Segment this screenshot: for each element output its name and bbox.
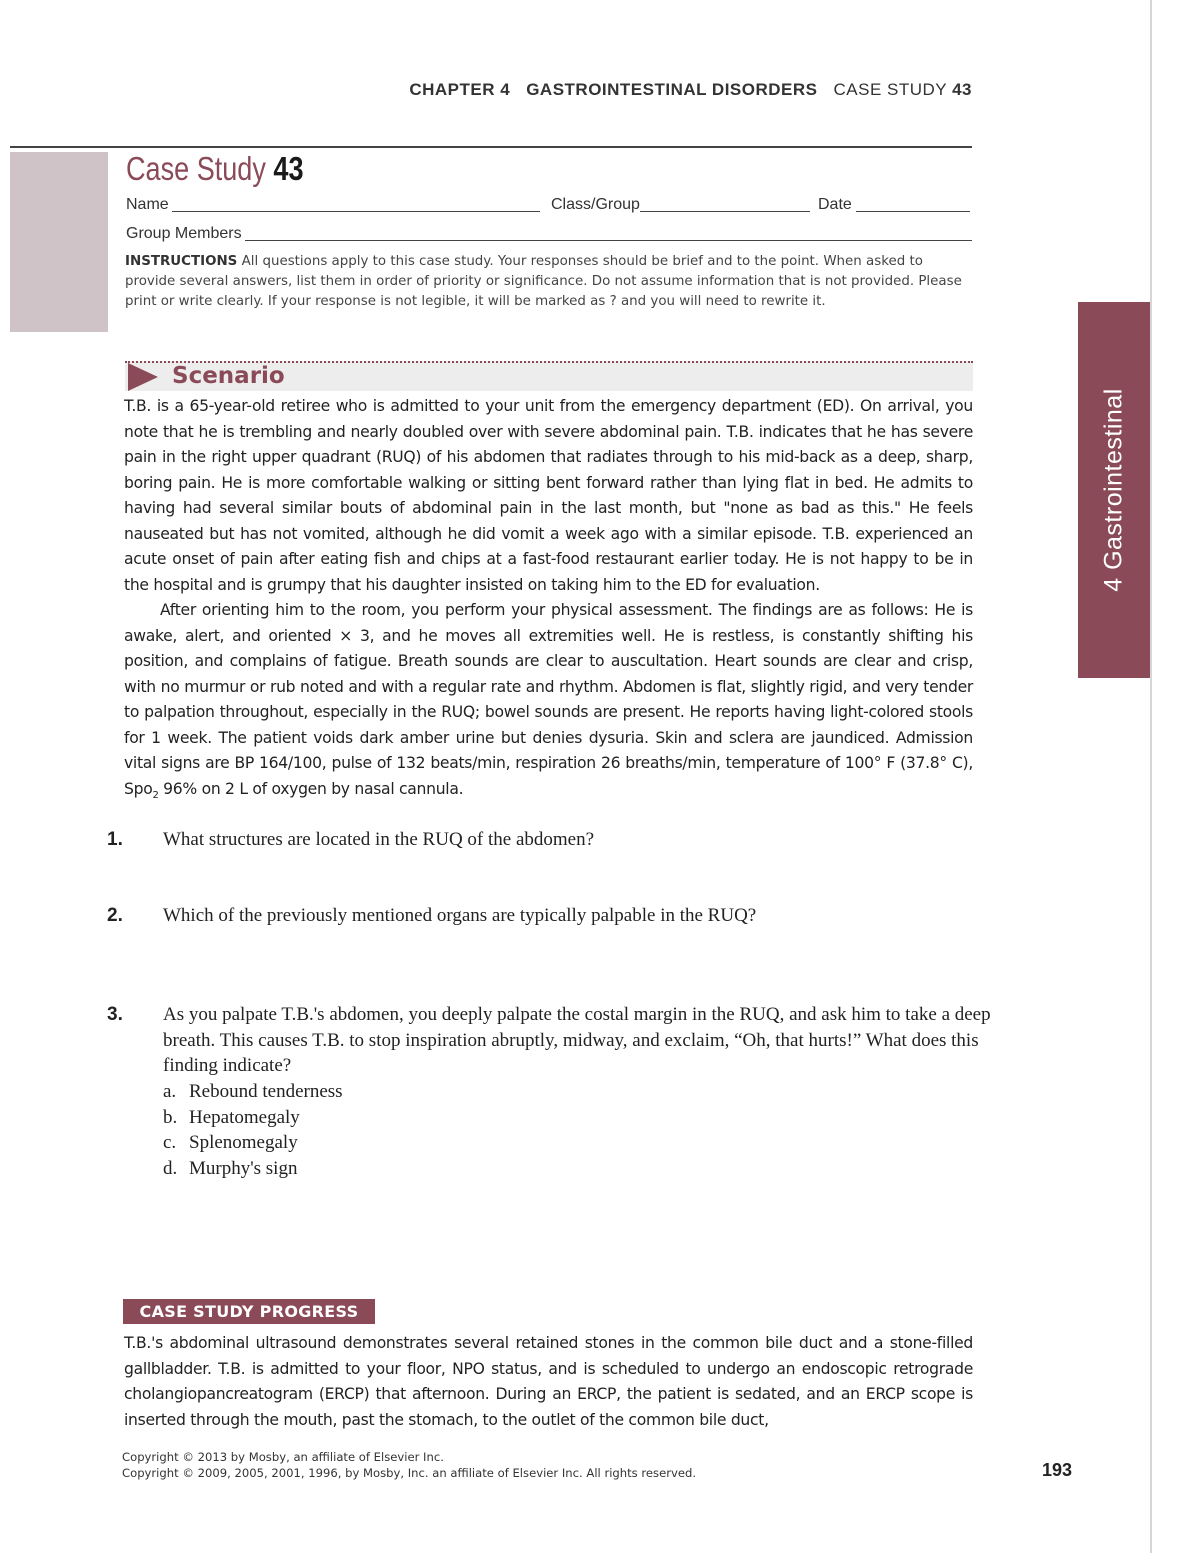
section-label: GASTROINTESTINAL DISORDERS bbox=[526, 80, 818, 99]
question-1 bbox=[107, 827, 1003, 853]
case-label: CASE STUDY bbox=[833, 80, 947, 99]
option-letter: b. bbox=[163, 1106, 178, 1128]
group-members-label: Group Members bbox=[126, 225, 242, 242]
date-label: Date bbox=[818, 196, 852, 213]
case-number: 43 bbox=[952, 80, 972, 99]
option-text: Rebound tenderness bbox=[189, 1081, 343, 1102]
option-d[interactable] bbox=[163, 1156, 343, 1182]
question-text: As you palpate T.B.'s abdomen, you deeply palpate the costal margin in the RUQ, and ask him to take a deep breath. This causes T.B. to stop inspiration abruptly, midway, and exclaim, “Oh, that hurts!” What does this finding indicate? bbox=[163, 1004, 991, 1076]
option-a[interactable] bbox=[163, 1079, 343, 1105]
question-number: 1. bbox=[107, 829, 123, 850]
page-number: 193 bbox=[1041, 1460, 1072, 1480]
option-letter: c. bbox=[163, 1132, 177, 1153]
scenario-heading: Scenario bbox=[172, 363, 285, 389]
option-letter: a. bbox=[163, 1081, 177, 1102]
instructions-text: All questions apply to this case study. Your responses should be brief and to the point. When asked to provide several answers, list them in order of priority or significance. Do not assume information that is not provided. Please print or write clearly. If your response is not legible, it will be marked as ? and you will need to rewrite it. bbox=[125, 254, 962, 309]
option-c[interactable] bbox=[163, 1130, 343, 1156]
copyright-line-2: Copyright © 2009, 2005, 2001, 1996, by Mosby, Inc. an affiliate of Elsevier Inc. All rights reserved. bbox=[122, 1466, 697, 1480]
page-title bbox=[126, 150, 304, 188]
question-text: Which of the previously mentioned organs are typically palpable in the RUQ? bbox=[163, 905, 757, 926]
case-study-progress-banner: CASE STUDY PROGRESS bbox=[123, 1299, 375, 1324]
chapter-thumb-tab bbox=[1078, 302, 1150, 678]
option-letter: d. bbox=[163, 1157, 178, 1179]
progress-paragraph: T.B.'s abdominal ultrasound demonstrates several retained stones in the common bile duct and a stone-filled gallbladder. T.B. is admitted to your floor, NPO status, and is scheduled to undergo an endoscopic retrograde cholangiopancreatogram (ERCP) that afternoon. During an ERCP, the patient is sedated, and an ERCP scope is inserted through the mouth, past the stomach, to the outlet of the common bile duct, bbox=[124, 1334, 973, 1429]
date-field[interactable] bbox=[856, 211, 970, 212]
question-3 bbox=[107, 1002, 1003, 1079]
group-members-field[interactable] bbox=[245, 240, 972, 241]
name-label: Name bbox=[126, 196, 169, 213]
question-number: 3. bbox=[107, 1004, 123, 1025]
thumb-tab-text: 4 Gastrointestinal bbox=[1099, 388, 1128, 592]
spo2-subscript: 2 bbox=[152, 789, 159, 801]
question-2 bbox=[107, 903, 1003, 929]
title-number: 43 bbox=[273, 150, 304, 187]
option-text: Murphy's sign bbox=[189, 1157, 298, 1179]
running-head bbox=[0, 80, 972, 100]
header-rule bbox=[10, 146, 972, 148]
option-text: Hepatomegaly bbox=[189, 1106, 300, 1128]
page-edge bbox=[1150, 0, 1152, 1553]
class-group-label: Class/Group bbox=[551, 196, 640, 213]
instructions-lead: INSTRUCTIONS bbox=[125, 254, 238, 269]
title-prefix: Case Study bbox=[126, 150, 266, 187]
instructions bbox=[125, 252, 973, 312]
arrow-right-icon bbox=[128, 363, 158, 391]
chapter-label: CHAPTER 4 bbox=[409, 80, 511, 99]
question-3-options bbox=[163, 1079, 343, 1181]
scenario-paragraph-1: T.B. is a 65-year-old retiree who is admitted to your unit from the emergency department (ED). On arrival, you note that he is trembling and nearly doubled over with severe abdominal pain. T.B. indicates that he has severe pain in the right upper quadrant (RUQ) of his abdomen that radiates through to his mid-back as a deep, sharp, boring pain. He is more comfortable walking or sitting bent forward rather than lying flat in bed. He admits to having had several similar bouts of abdominal pain in the last month, but "none as bad as this." He feels nauseated but has not vomited, although he did vomit a week ago with a similar episode. T.B. experienced an acute onset of pain after eating fish and chips at a fast-food restaurant earlier today. He is not happy to be in the hospital and is grumpy that his daughter insisted on taking him to the ED for evaluation. bbox=[124, 397, 973, 594]
class-group-field[interactable] bbox=[640, 211, 810, 212]
name-field[interactable] bbox=[172, 211, 540, 212]
option-b[interactable] bbox=[163, 1105, 343, 1131]
scenario-paragraph-2 bbox=[124, 598, 973, 808]
question-text: What structures are located in the RUQ of the abdomen? bbox=[163, 829, 595, 850]
question-number: 2. bbox=[107, 905, 123, 926]
scenario-paragraph-2-text: After orienting him to the room, you perform your physical assessment. The findings are as follows: He is awake, alert, and oriented × 3, and he moves all extremities well. He is restless, is constantly shifting his position, and complains of fatigue. Breath sounds are clear to auscultation. Heart sounds are clear and crisp, with no murmur or rub noted and with a regular rate and rhythm. Abdomen is flat, slightly rigid, and very tender to palpation throughout, especially in the RUQ; bowel sounds are present. He reports having light-colored stools for 1 week. The patient voids dark amber urine but denies dysuria. Skin and sclera are jaundiced. Admission vital signs are BP 164/100, pulse of 132 beats/min, respiration 26 breaths/min, temperature of 100° F (37.8° C), Spo bbox=[124, 601, 973, 798]
copyright-line-1: Copyright © 2013 by Mosby, an affiliate of Elsevier Inc. bbox=[122, 1450, 444, 1464]
option-text: Splenomegaly bbox=[189, 1132, 298, 1153]
scenario-paragraph-2-end: 96% on 2 L of oxygen by nasal cannula. bbox=[158, 779, 464, 798]
decorative-side-block bbox=[10, 152, 108, 332]
